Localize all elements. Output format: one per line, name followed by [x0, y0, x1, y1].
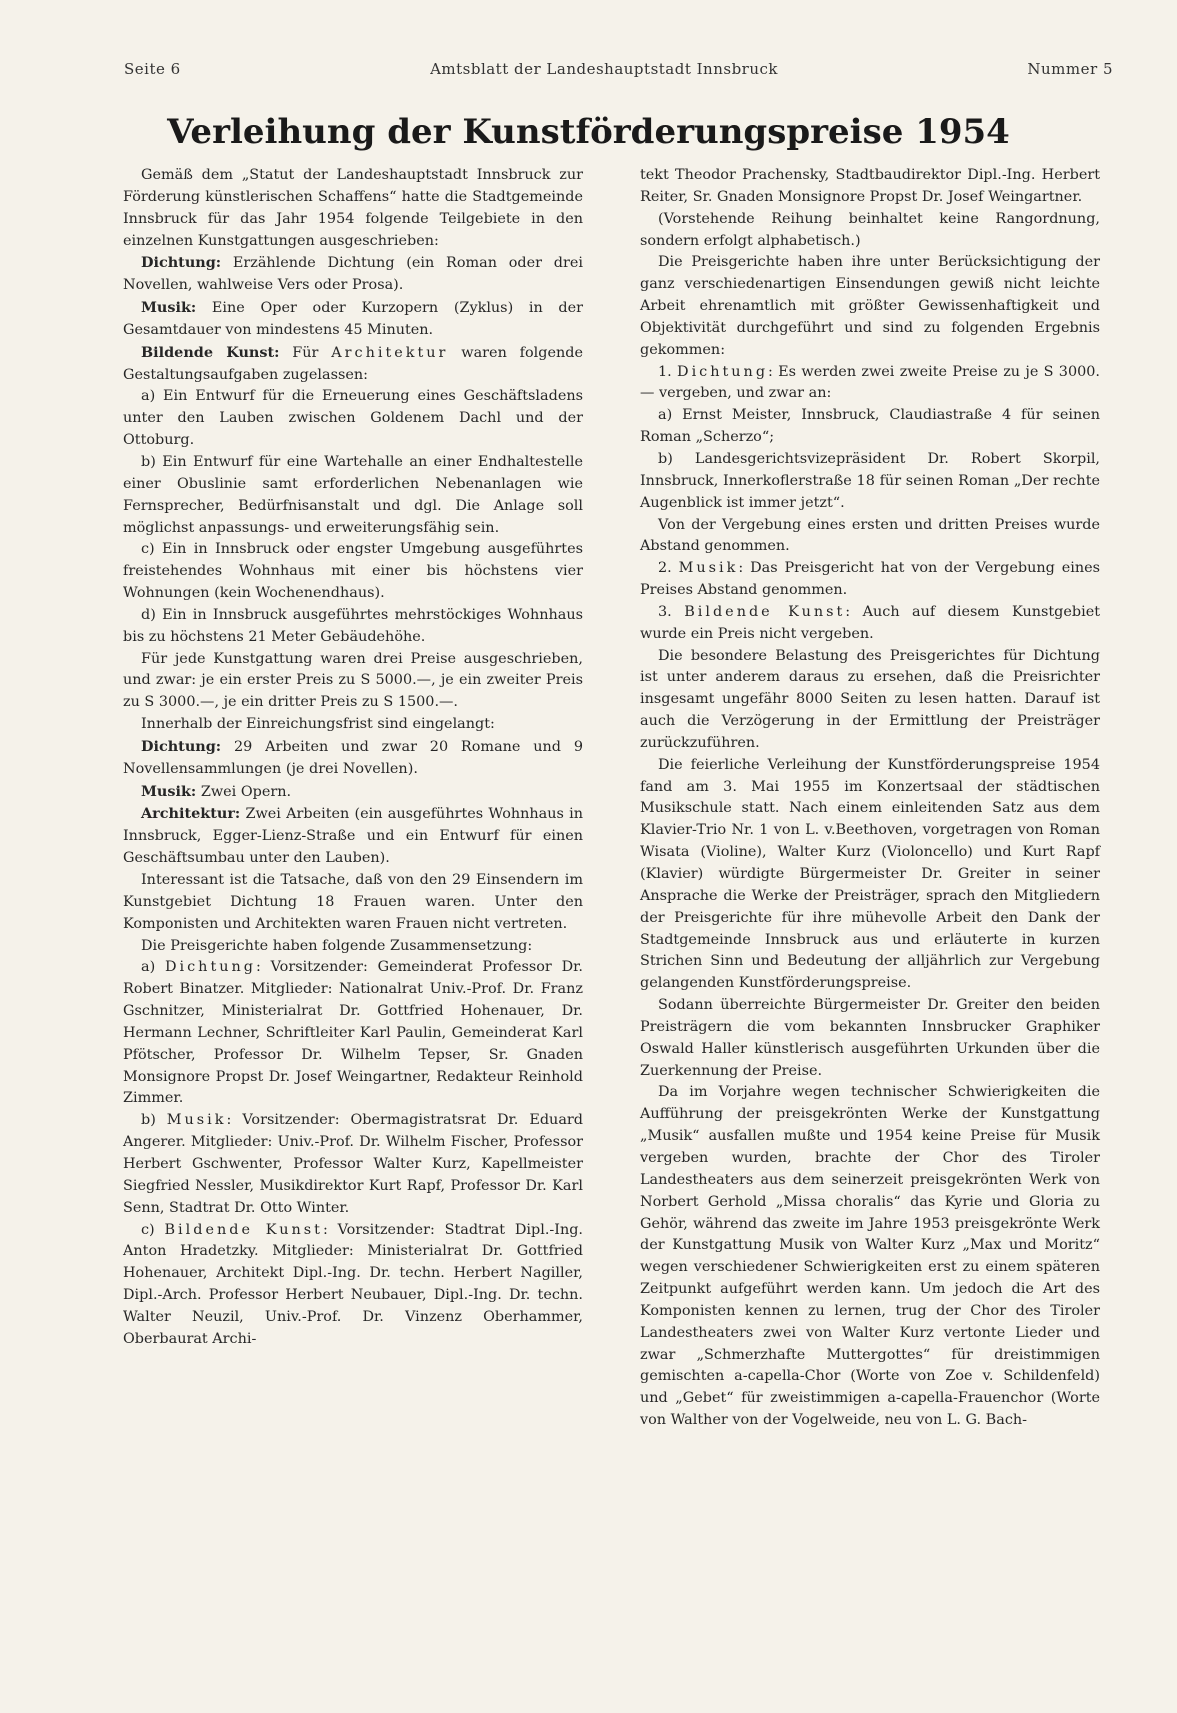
winner-a: a) Ernst Meister, Innsbruck, Claudiastraße 4 für seinen Roman „Scherzo“; [640, 407, 1100, 446]
result-text: : Es werden zwei zweite Preise zu je S 3000.— vergeben, und zwar an: [640, 363, 1100, 402]
task-c: c) Ein in Innsbruck oder engster Umgebung ausgeführtes freistehendes Wohnhaus mit einer bis höchstens vier Wohnungen (kein Wochenendhaus). [123, 541, 583, 602]
left-column [123, 165, 583, 1351]
task-b: b) Ein Entwurf für eine Wartehalle an einer Endhaltestelle einer Obuslinie samt erforderlichen Nebenanlagen wie Fernsprecher, Bedürfnisanstalt und dgl. Die Anlage soll möglichst anpassungs- und erweiterungsfähig sein. [123, 453, 583, 536]
task-a: a) Ein Entwurf für die Erneuerung eines Geschäftsladens unter den Lauben zwischen Goldenem Dachl und der Ottoburg. [123, 388, 583, 449]
spaced-term: Bildende Kunst [164, 1221, 323, 1238]
page-number: Seite 6 [124, 60, 181, 78]
jury-text: : Vorsitzender: Gemeinderat Professor Dr. Robert Binatzer. Mitglieder: Nationalrat Univ.-Prof. Dr. Franz Gschnitzer, Ministerialrat Dr. Gottfried Hohenauer, Dr. Hermann Lechner, Schriftleiter Karl Paulin, Gemeinderat Karl Pfötscher, Professor Dr. Wilhelm Tepser, Sr. Gnaden Monsignore Propst Dr. Josef Weingartner, Redakteur Reinhold Zimmer. [123, 959, 583, 1107]
submission-deadline: Innerhalb der Einreichungsfrist sind eingelangt: [141, 716, 495, 733]
category-label: Musik: [141, 782, 197, 800]
result-text: : Das Preisgericht hat von der Vergebung eines Preises Abstand genommen. [640, 560, 1100, 599]
spaced-term: Dichtung [164, 959, 256, 976]
list-marker: 1. [658, 363, 678, 380]
spaced-term: Musik [166, 1112, 227, 1129]
jury-dichtung [123, 957, 583, 1110]
task-d: d) Ein in Innsbruck ausgeführtes mehrstöckiges Wohnhaus bis zu höchstens 21 Meter Gebäudehöhe. [123, 606, 583, 645]
juries-intro: Die Preisgerichte haben folgende Zusammensetzung: [141, 937, 533, 954]
spaced-term: Architektur [331, 344, 449, 361]
category-label: Dichtung: [141, 254, 222, 272]
publication-name: Amtsblatt der Landeshauptstadt Innsbruck [430, 60, 778, 78]
category-dichtung [123, 252, 583, 297]
jury-burden-paragraph: Die besondere Belastung des Preisgerichtes für Dichtung ist unter anderem daraus zu ersehen, daß die Preisrichter insgesamt ungefähr 8000 Seiten zu lesen hatten. Darauf ist auch die Verzögerung in der Ermittlung der Preisträger zurückzuführen. [640, 647, 1100, 751]
entries-dichtung [123, 736, 583, 781]
category-text: Zwei Opern. [196, 783, 292, 800]
jury-musik [123, 1110, 583, 1219]
category-bildende-kunst [123, 342, 583, 387]
category-text: 29 Arbeiten und zwar 20 Romane und 9 Novellensammlungen (je drei Novellen). [123, 738, 583, 777]
category-label: Dichtung: [141, 737, 222, 755]
list-marker: b) [141, 1112, 167, 1129]
result-text: : Auch auf diesem Kunstgebiet wurde ein Preis nicht vergeben. [640, 603, 1100, 642]
intro-paragraph: Gemäß dem „Statut der Landeshauptstadt Innsbruck zur Förderung künstlerischen Schaffens“ hatte die Stadtgemeinde Innsbruck für das Jahr 1954 folgende Teilgebiete in den einzelnen Kunstgattungen ausgeschrieben: [123, 167, 583, 249]
result-musik [640, 558, 1100, 602]
category-text: Für [279, 344, 332, 361]
entries-musik [123, 781, 583, 804]
music-performance-paragraph: Da im Vorjahre wegen technischer Schwierigkeiten die Aufführung der preisgekrönten Werke der Kunstgattung „Musik“ ausfallen mußte und 1954 keine Preise für Musik vergeben wurden, brachte der Chor des Tiroler Landestheaters aus dem seinerzeit preisgekrönten Werk von Norbert Gerhold „Missa choralis“ das Kyrie und Gloria zu Gehör, während das zweite im Jahre 1953 preisgekrönte Werk der Kunstgattung Musik von Walter Kurz „Max und Moritz“ wegen verschiedener Schwierigkeiten erst zu einem späteren Zeitpunkt aufgeführt werden kann. Um jedoch die Art des Komponisten kennen zu lernen, trug der Chor des Tiroler Landestheaters zwei von Walter Kurz vertonte Lieder und zwar „Schmerzhafte Muttergottes“ für dreistimmigen gemischten a-capella-Chor (Worte von Zoe v. Schildenfeld) und „Gebet“ für zweistimmigen a-capella-Frauenchor (Worte von Walther von der Vogelweide, neu von L. G. Bach- [640, 1084, 1100, 1429]
interesting-fact: Interessant ist die Tatsache, daß von den 29 Einsendern im Kunstgebiet Dichtung 18 Frauen waren. Unter den Komponisten und Architekten waren Frauen nicht vertreten. [123, 872, 583, 932]
jury-text: : Vorsitzender: Obermagistratsrat Dr. Eduard Angerer. Mitglieder: Univ.-Prof. Dr. Wilhelm Fischer, Professor Herbert Gschwenter, Professor Walter Kurz, Kapellmeister Siegfried Nessler, Musikdirektor Kurt Rapf, Professor Dr. Karl Senn, Stadtrat Dr. Otto Winter. [123, 1112, 583, 1216]
prizes-paragraph: Für jede Kunstgattung waren drei Preise ausgeschrieben, und zwar: je ein erster Preis zu S 5000.—, je ein zweiter Preis zu S 3000.—, je ein dritter Preis zu S 1500.—. [123, 650, 583, 711]
list-marker: c) [141, 1221, 165, 1238]
category-text: Eine Oper oder Kurzopern (Zyklus) in der Gesamtdauer von mindestens 45 Minuten. [123, 300, 583, 338]
category-musik [123, 297, 583, 342]
list-marker: 3. [658, 603, 685, 620]
list-marker: a) [141, 959, 165, 976]
ordering-note: (Vorstehende Reihung beinhaltet keine Rangordnung, sondern erfolgt alphabetisch.) [640, 210, 1100, 249]
running-head [124, 60, 1113, 78]
category-text: waren folgende Gestaltungsaufgaben zugelassen: [123, 344, 584, 383]
winner-b: b) Landesgerichtsvizepräsident Dr. Robert Skorpil, Innsbruck, Innerkoflerstraße 18 für seinen Roman „Der rechte Augenblick ist immer jetzt“. [640, 450, 1100, 511]
category-text: Zwei Arbeiten (ein ausgeführtes Wohnhaus in Innsbruck, Egger-Lienz-Straße und ein Entwurf für einen Geschäftsumbau unter den Lauben). [123, 806, 583, 867]
category-label: Architektur: [141, 805, 241, 823]
jury-text: : Vorsitzender: Stadtrat Dipl.-Ing. Anton Hradetzky. Mitglieder: Ministerialrat Dr. Gottfried Hohenauer, Architekt Dipl.-Ing. Dr. techn. Herbert Nagiller, Dipl.-Arch. Professor Herbert Neubauer, Dipl.-Ing. Dr. techn. Walter Neuzil, Univ.-Prof. Dr. Vinzenz Oberhammer, Oberbaurat Archi- [123, 1221, 583, 1347]
jury-continuation: tekt Theodor Prachensky, Stadtbaudirektor Dipl.-Ing. Herbert Reiter, Sr. Gnaden Monsignore Propst Dr. Josef Weingartner. [640, 167, 1100, 205]
category-label: Bildende Kunst: [141, 343, 280, 361]
no-first-third-prize: Von der Vergebung eines ersten und dritten Preises wurde Abstand genommen. [640, 516, 1100, 555]
right-column [640, 165, 1100, 1432]
result-dichtung [640, 362, 1100, 406]
jury-bildende-kunst [123, 1220, 583, 1351]
spaced-term: Musik [678, 560, 739, 577]
certificates-paragraph: Sodann überreichte Bürgermeister Dr. Greiter den beiden Preisträgern die vom bekannten Innsbrucker Graphiker Oswald Haller künstlerisch ausgeführten Urkunden über die Zuerkennung der Preise. [640, 997, 1100, 1079]
category-label: Musik: [141, 299, 197, 317]
spaced-term: Bildende Kunst [684, 603, 846, 620]
ceremony-paragraph: Die feierliche Verleihung der Kunstförderungspreise 1954 fand am 3. Mai 1955 im Konzertsaal der städtischen Musikschule statt. Nach einem einleitenden Satz aus dem Klavier-Trio Nr. 1 von L. v.Beethoven, vorgetragen von Roman Wisata (Violine), Walter Kurz (Violoncello) und Kurt Rapf (Klavier) würdigte Bürgermeister Dr. Greiter in seiner Ansprache die Werke der Preisträger, sprach den Mitgliedern der Preisgerichte für ihre mühevolle Arbeit den Dank der Stadtgemeinde Innsbruck aus und erläuterte in kurzen Strichen Sinn und Bedeutung der alljährlich zur Vergebung gelangenden Kunstförderungspreise. [640, 756, 1100, 992]
entries-architektur [123, 803, 583, 870]
issue-number: Nummer 5 [1027, 60, 1113, 78]
spaced-term: Dichtung [677, 363, 769, 380]
article-title: Verleihung der Kunstförderungspreise 1954 [167, 112, 1010, 152]
category-text: Erzählende Dichtung (ein Roman oder drei Novellen, wahlweise Vers oder Prosa). [123, 255, 583, 294]
list-marker: 2. [658, 560, 679, 577]
result-bildende-kunst [640, 602, 1100, 646]
jury-work-paragraph: Die Preisgerichte haben ihre unter Berücksichtigung der ganz verschiedenartigen Einsendungen gewiß nicht leichte Arbeit ehrenamtlich mit größter Gewissenhaftigkeit und Objektivität durchgeführt und sind zu folgenden Ergebnis gekommen: [640, 254, 1100, 358]
